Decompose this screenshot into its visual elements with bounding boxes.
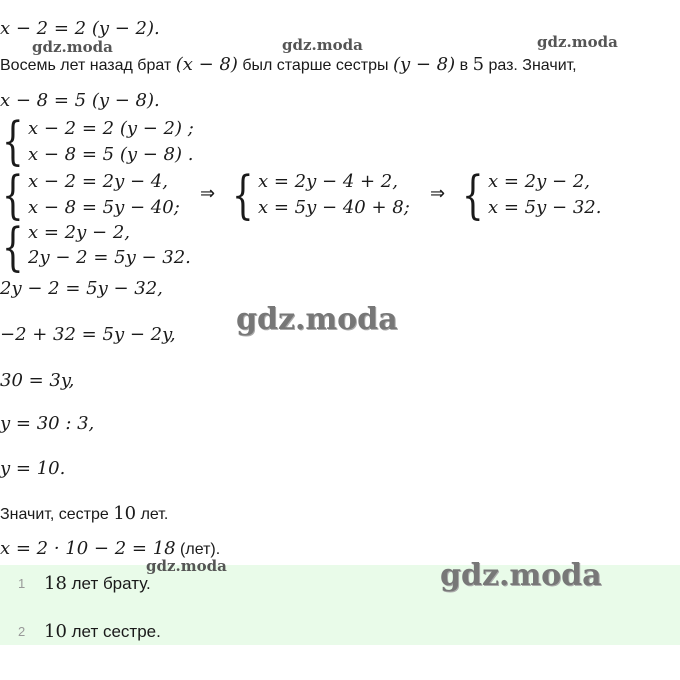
equation-step: 2y − 2 = 5y − 32,	[0, 278, 163, 299]
brace-icon: {	[462, 166, 484, 226]
text-fragment: Значит, сестре	[0, 506, 114, 523]
equation-step: 30 = 3y,	[0, 370, 75, 391]
text-fragment: Восемь лет назад брат	[0, 57, 176, 74]
system-row: x − 8 = 5y − 40;	[28, 197, 180, 218]
system-row: x − 2 = 2y − 4,	[28, 171, 168, 192]
text-fragment: лет.	[136, 506, 169, 523]
conclusion-sister	[0, 503, 168, 526]
equation-step: y = 10.	[0, 458, 66, 479]
system-row: x = 2y − 2,	[28, 222, 130, 243]
answer-label: лет брату.	[66, 574, 151, 593]
answer-number: 2	[18, 624, 26, 639]
answer-text	[44, 573, 151, 594]
implies-arrow-icon: ⇒	[430, 183, 446, 204]
watermark-logo: gdz.moda	[32, 38, 113, 56]
brace-icon: {	[2, 166, 24, 226]
equation-step: y = 30 : 3,	[0, 413, 95, 434]
system-row: x − 2 = 2 (y − 2) ;	[28, 118, 194, 139]
brace-icon: {	[232, 166, 254, 226]
brace-icon: {	[2, 112, 24, 172]
watermark-logo: gdz.moda	[282, 36, 363, 54]
watermark-logo: gdz.moda	[236, 302, 398, 337]
equation-line-1: x − 2 = 2 (y − 2).	[0, 18, 160, 39]
system-row: x − 8 = 5 (y − 8) .	[28, 144, 194, 165]
math-fragment: (y − 8)	[392, 54, 456, 75]
text-fragment: раз. Значит,	[484, 57, 577, 74]
answer-label: лет сестре.	[66, 622, 161, 641]
answer-value: 10	[44, 621, 67, 642]
watermark-logo: gdz.moda	[537, 33, 618, 51]
system-row: x = 2y − 4 + 2,	[258, 171, 398, 192]
equation-step: −2 + 32 = 5y − 2y,	[0, 324, 176, 345]
math-fragment: (x − 8)	[175, 54, 238, 75]
system-row: x = 5y − 40 + 8;	[258, 197, 410, 218]
text-fragment: был старше сестры	[237, 57, 393, 74]
system-row: x = 5y − 32.	[488, 197, 602, 218]
text-line-condition	[0, 54, 577, 77]
watermark-logo: gdz.moda	[146, 557, 227, 575]
text-fragment: (лет).	[175, 541, 221, 558]
math-fragment: 5	[472, 54, 485, 75]
system-row: 2y − 2 = 5y − 32.	[28, 247, 191, 268]
answer-text	[44, 621, 161, 642]
answer-number: 1	[18, 576, 26, 591]
equation-line-3: x − 8 = 5 (y − 8).	[0, 90, 160, 111]
brace-icon: {	[2, 218, 24, 278]
system-row: x = 2y − 2,	[488, 171, 590, 192]
answer-value: 18	[44, 573, 67, 594]
math-fragment: 10	[113, 503, 137, 524]
math-fragment: x = 2 · 10 − 2 = 18	[0, 538, 176, 559]
implies-arrow-icon: ⇒	[200, 183, 216, 204]
watermark-logo: gdz.moda	[440, 558, 602, 593]
text-fragment: в	[455, 57, 473, 74]
